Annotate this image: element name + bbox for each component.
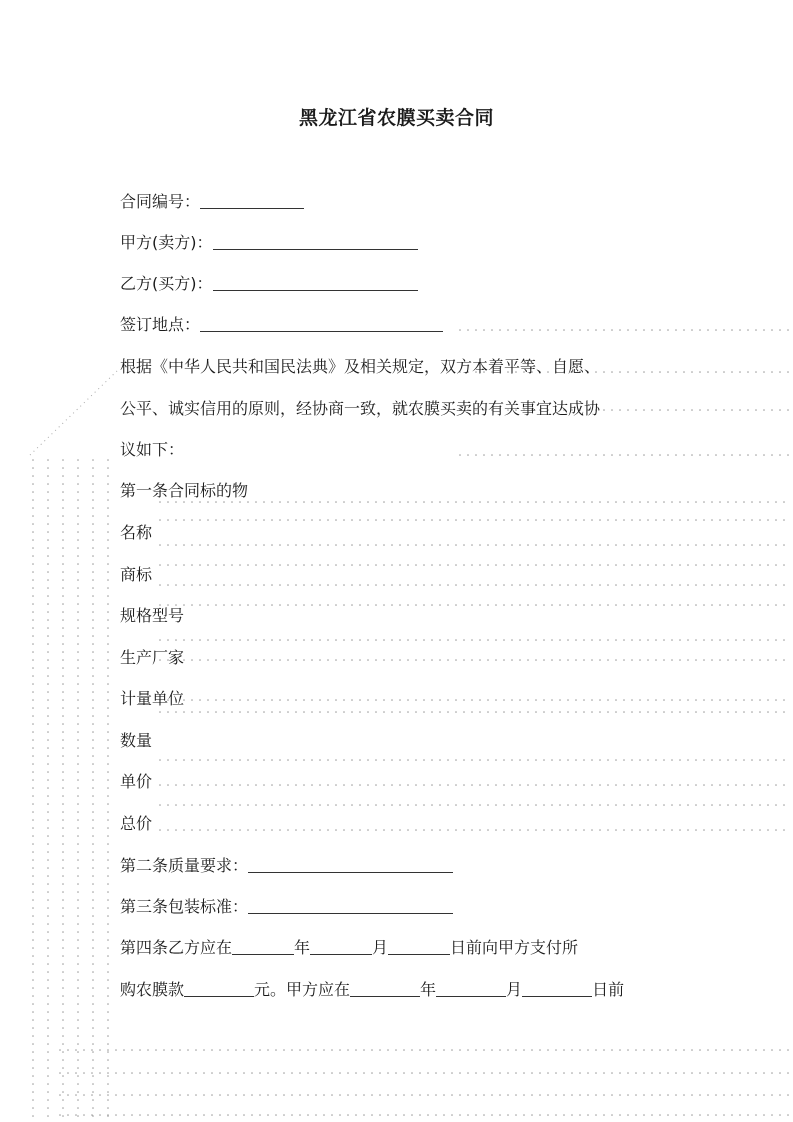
contract-number-label: 合同编号： [120, 192, 201, 211]
packaging-blank[interactable] [248, 897, 453, 914]
article-4-year-2: 年 [420, 980, 437, 999]
article-2-line [120, 856, 453, 876]
pay-year-blank[interactable] [232, 938, 294, 955]
article-4-month: 月 [372, 938, 389, 957]
article-3-label: 第三条包装标准： [120, 897, 249, 916]
pay-month-blank[interactable] [310, 938, 372, 955]
article-4-line-2 [120, 980, 624, 1000]
article-4-year: 年 [294, 938, 311, 957]
pay-day-blank[interactable] [388, 938, 450, 955]
diagonal-guide [30, 370, 118, 455]
article-4-text-4: 元。甲方应在 [254, 980, 351, 999]
preamble-line-1: 根据《中华人民共和国民法典》及相关规定，双方本着平等、自愿、 [120, 357, 601, 376]
preamble-line-3: 议如下： [120, 440, 185, 459]
deliver-month-blank[interactable] [436, 980, 506, 997]
item-total-price: 总价 [120, 814, 153, 833]
article-3-line [120, 897, 453, 917]
contract-number-line [120, 192, 304, 212]
item-manufacturer: 生产厂家 [120, 648, 185, 667]
article-1-heading: 第一条合同标的物 [120, 481, 249, 500]
sign-place-blank[interactable] [200, 315, 443, 332]
item-quantity: 数量 [120, 731, 153, 750]
contract-number-blank[interactable] [200, 192, 304, 209]
article-4-text-1: 第四条乙方应在 [120, 938, 233, 957]
party-a-line [120, 233, 418, 253]
article-2-label: 第二条质量要求： [120, 856, 249, 875]
party-b-label: 乙方(买方)： [120, 274, 213, 293]
article-4-text-3: 购农膜款 [120, 980, 185, 999]
party-b-blank[interactable] [213, 274, 418, 291]
party-b-line [120, 274, 418, 294]
sign-place-label: 签订地点： [120, 315, 201, 334]
party-a-label: 甲方(卖方)： [120, 233, 213, 252]
item-unit-price: 单价 [120, 772, 153, 791]
sign-place-line [120, 315, 443, 335]
article-4-text-2: 日前向甲方支付所 [450, 938, 579, 957]
preamble-line-2: 公平、诚实信用的原则，经协商一致，就农膜买卖的有关事宜达成协 [120, 399, 601, 418]
item-trademark: 商标 [120, 565, 153, 584]
article-4-month-2: 月 [506, 980, 523, 999]
party-a-blank[interactable] [213, 233, 418, 250]
item-spec-model: 规格型号 [120, 606, 185, 625]
article-4-line-1 [120, 938, 578, 958]
quality-blank[interactable] [248, 856, 453, 873]
item-unit: 计量单位 [120, 689, 185, 708]
deliver-year-blank[interactable] [350, 980, 420, 997]
article-4-text-5: 日前 [592, 980, 625, 999]
item-name: 名称 [120, 523, 153, 542]
amount-blank[interactable] [184, 980, 254, 997]
document-title: 黑龙江省农膜买卖合同 [298, 107, 494, 129]
deliver-day-blank[interactable] [522, 980, 592, 997]
